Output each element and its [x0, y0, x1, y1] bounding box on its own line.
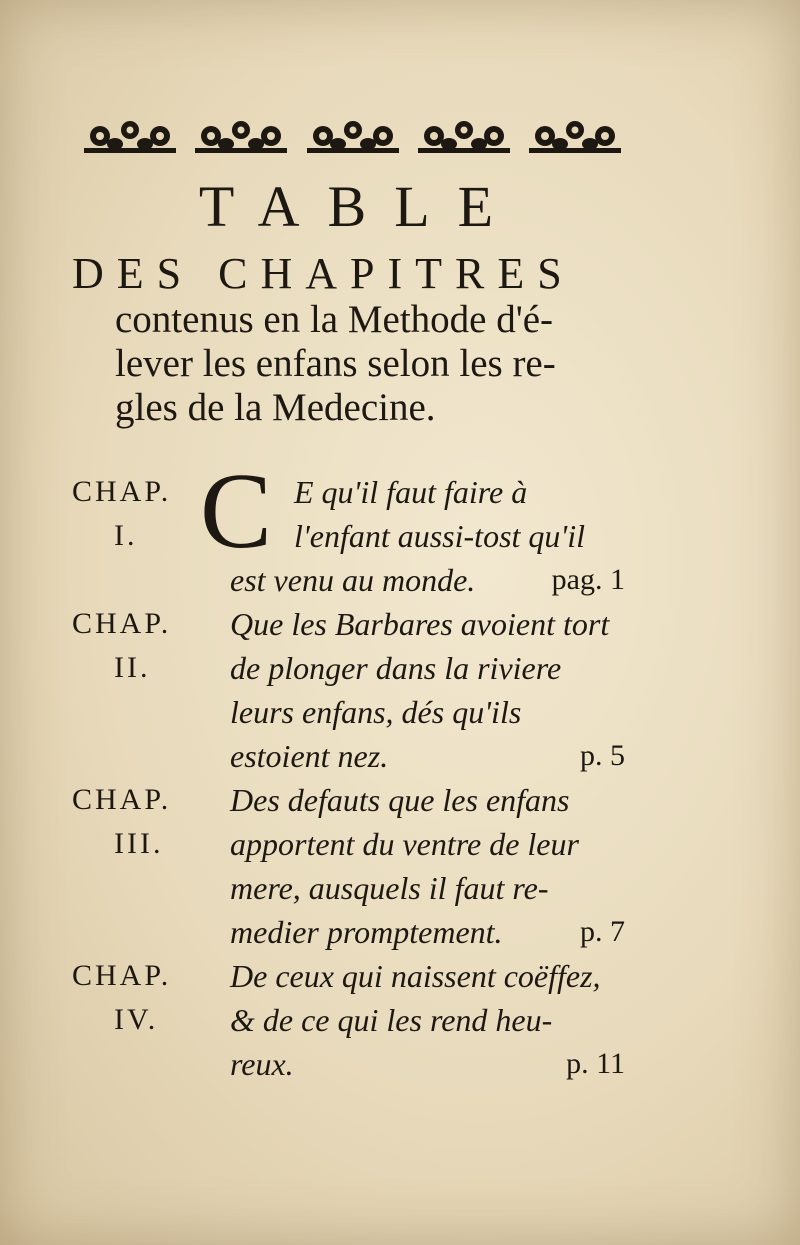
chapter-title-line — [230, 1042, 625, 1086]
fleuron-icon — [80, 114, 180, 158]
page-title: TABLE — [198, 174, 522, 239]
chapter-list — [72, 452, 632, 1086]
chapter-label: CHAP. — [72, 607, 172, 640]
chapter-label: CHAP. — [72, 959, 172, 992]
chapter-entry — [72, 602, 632, 778]
page-reference: pag. 1 — [551, 563, 625, 596]
chapter-entry — [72, 452, 632, 602]
chapter-title-line: apportent du ventre de leur — [230, 826, 579, 862]
fleuron-icon — [303, 114, 403, 158]
chapter-title — [230, 778, 625, 954]
subtitle-line: lever les enfans selon les re- — [115, 342, 556, 385]
chapter-title — [230, 602, 625, 778]
chapter-label: CHAP. — [72, 783, 172, 816]
chapter-title-line: l'enfant aussi-tost qu'il — [294, 518, 586, 554]
chapter-entry — [72, 778, 632, 954]
chapter-title-text: estoient nez. — [230, 738, 389, 774]
drop-cap: C — [200, 452, 273, 571]
chapter-title-line: de plonger dans la riviere — [230, 650, 562, 686]
subtitle-line: contenus en la Methode d'é- — [115, 298, 554, 341]
chapter-title-text: medier promptement. — [230, 914, 503, 950]
fleuron-icon — [414, 114, 514, 158]
chapter-number: IV. — [114, 1003, 159, 1036]
fleuron-icon — [525, 114, 625, 158]
chapter-title-text: est venu au monde. — [230, 562, 476, 598]
chapter-number: III. — [114, 827, 164, 860]
chapter-label: CHAP. — [72, 475, 172, 508]
page-reference: p. 5 — [580, 739, 625, 772]
chapter-title-line: De ceux qui naissent coëffez, — [230, 958, 601, 994]
chapter-title-line — [230, 558, 625, 602]
chapter-title — [230, 470, 625, 602]
chapter-title-text: reux. — [230, 1046, 294, 1082]
chapter-title-line: leurs enfans, dés qu'ils — [230, 694, 522, 730]
chapter-number: II. — [114, 651, 151, 684]
chapter-title-line: Des defauts que les enfans — [230, 782, 570, 818]
chapter-title-line: mere, ausquels il faut re- — [230, 870, 549, 906]
page-subtitle: DES CHAPITRES — [72, 249, 575, 298]
chapter-title-line — [230, 910, 625, 954]
page-reference: p. 11 — [566, 1047, 625, 1080]
fleuron-icon — [191, 114, 291, 158]
chapter-entry — [72, 954, 632, 1086]
chapter-title-line — [230, 734, 625, 778]
subtitle-line: gles de la Medecine. — [115, 386, 436, 429]
page-reference: p. 7 — [580, 915, 625, 948]
chapter-title-line: E qu'il faut faire à — [294, 474, 528, 510]
chapter-title — [230, 954, 625, 1086]
subtitle-description — [115, 298, 645, 430]
chapter-title-line: Que les Barbares avoient tort — [230, 606, 610, 642]
ornament-band — [80, 112, 625, 160]
chapter-number: I. — [114, 519, 138, 552]
chapter-title-line: & de ce qui les rend heu- — [230, 1002, 553, 1038]
